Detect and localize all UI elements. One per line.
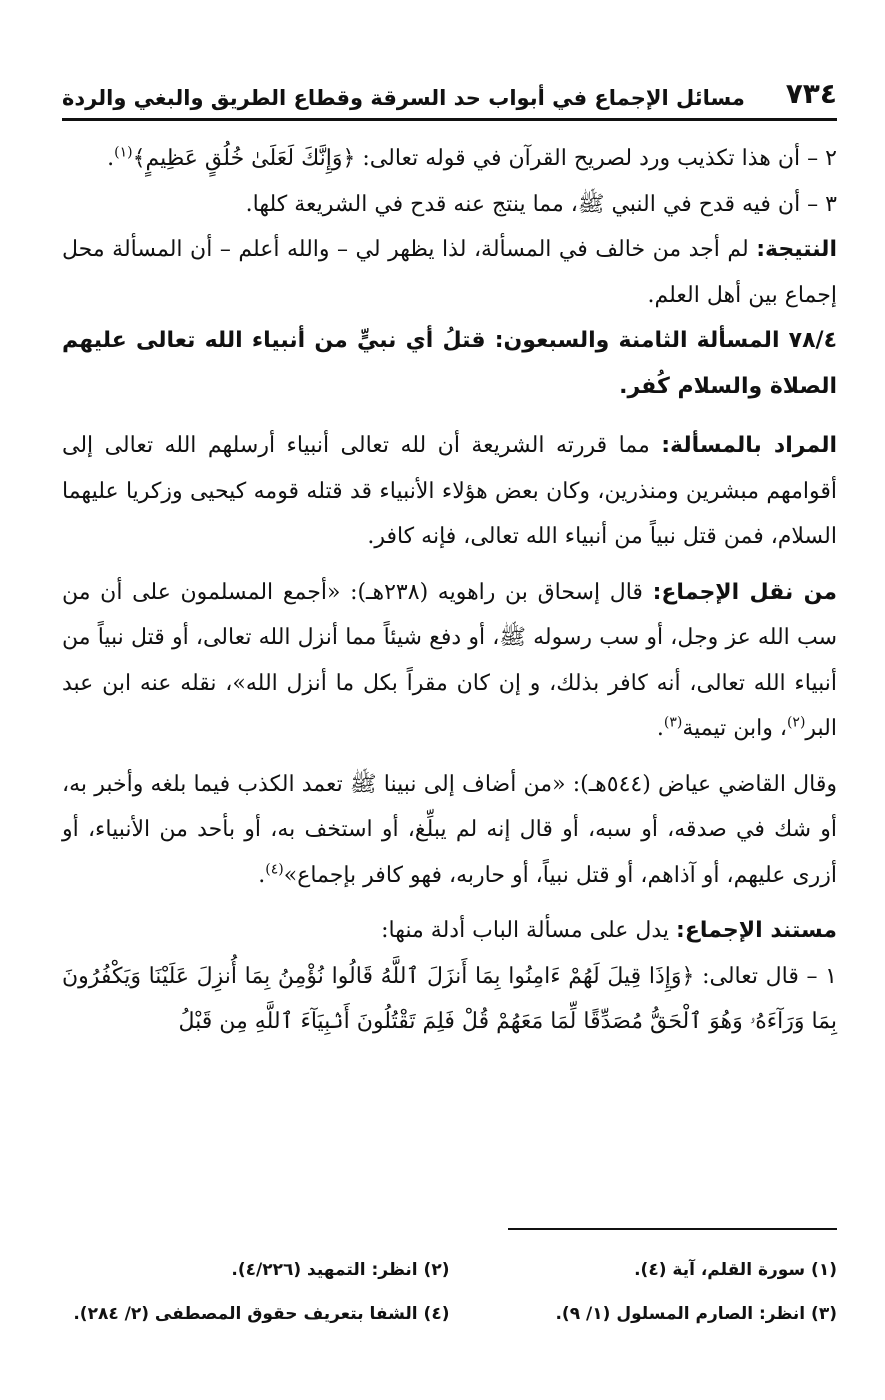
qadi-iyad-end: . bbox=[258, 862, 266, 888]
issue-heading: ٧٨/٤ المسألة الثامنة والسبعون: قتلُ أي نبيٍّ من أنبياء الله تعالى عليهم الصلاة والسلام كُفر. bbox=[62, 328, 837, 399]
footnote-ref-4[interactable]: (٤) bbox=[265, 861, 284, 878]
evidence-1-text: ١ – قال تعالى: bbox=[694, 963, 837, 989]
paragraph-point-3: ٣ – أن فيه قدح في النبي ﷺ، مما ينتج عنه قدح في الشريعة كلها. bbox=[245, 191, 837, 217]
conclusion-text: لم أجد من خالف في المسألة، لذا يظهر لي – والله أعلم – أن المسألة محل إجماع بين أهل العلم. bbox=[62, 237, 837, 308]
basis-label: مستند الإجماع: bbox=[676, 918, 837, 943]
conclusion-label: النتيجة: bbox=[756, 237, 837, 262]
footnote-ref-2[interactable]: (٢) bbox=[786, 714, 806, 731]
page-header bbox=[62, 62, 837, 110]
running-title: مسائل الإجماع في أبواب حد السرقة وقطاع الطريق والبغي والردة bbox=[62, 86, 745, 110]
quran-verse-evidence: ﴿وَإِذَا قِيلَ لَهُمْ ءَامِنُوا بِمَا أَنزَلَ ٱللَّهُ قَالُوا نُؤْمِنُ بِمَا أُنزِلَ عَلَيْنَا وَيَكْفُرُونَ بِمَا وَرَآءَهُۥ وَهُوَ ٱلْحَقُّ مُصَدِّقًا لِّمَا مَعَهُمْ قُلْ فَلِمَ تَقْتُلُونَ أَنۢبِيَآءَ ٱللَّهِ مِن قَبْلُ bbox=[62, 963, 837, 1034]
footnote-2: (٢) انظر: التمهيد (٤/٢٢٦). bbox=[231, 1260, 450, 1280]
transmission-label: من نقل الإجماع: bbox=[652, 579, 837, 605]
transmission-end: . bbox=[656, 716, 664, 741]
paragraph-point-2 bbox=[62, 136, 837, 182]
basis-text: يدل على مسألة الباب أدلة منها: bbox=[381, 918, 677, 943]
footnote-row bbox=[62, 1292, 837, 1336]
paragraph-qadi-iyad bbox=[62, 762, 837, 899]
transmission-mid: ، وابن تيمية bbox=[682, 716, 787, 741]
page-body bbox=[62, 136, 837, 1045]
footnote-4: (٤) الشفا بتعريف حقوق المصطفى (٢/ ٢٨٤). bbox=[73, 1304, 450, 1324]
footnote-1: (١) سورة القلم، آية (٤). bbox=[634, 1260, 837, 1280]
footnotes bbox=[62, 1248, 837, 1336]
footnote-3: (٣) انظر: الصارم المسلول (١/ ٩). bbox=[555, 1304, 837, 1324]
point-2-text: ٢ – أن هذا تكذيب ورد لصريح القرآن في قوله تعالى: bbox=[355, 146, 837, 171]
page-number: ٧٣٤ bbox=[785, 77, 837, 110]
footnote-ref-1[interactable]: (١) bbox=[114, 144, 133, 161]
meaning-text: مما قررته الشريعة أن لله تعالى أنبياء أرسلهم الله تعالى إلى أقوامهم مبشرين ومنذرين، وكان بعض هؤلاء الأنبياء قد قتله قومه كيحيى وزكريا عليهما السلام، فمن قتل نبياً من أنبياء الله تعالى، فإنه كافر. bbox=[62, 433, 837, 549]
quran-verse: ﴿وَإِنَّكَ لَعَلَىٰ خُلُقٍ عَظِيمٍ﴾ bbox=[132, 146, 356, 171]
point-2-end: . bbox=[107, 146, 115, 171]
paragraph-conclusion bbox=[62, 227, 837, 318]
qadi-iyad-text: وقال القاضي عياض (٥٤٤هـ): «من أضاف إلى نبينا ﷺ تعمد الكذب فيما بلغه وأخبر به، أو شك في صدقه، أو سبه، أو قال إنه لم يبلِّغ، أو استخف به، أو بأحد من الأنبياء، أو أزرى عليهم، أو آذاهم، أو قتل نبياً، أو حاربه، فهو كافر بإجماع» bbox=[62, 771, 838, 888]
footnote-ref-3[interactable]: (٣) bbox=[663, 714, 683, 731]
header-rule bbox=[62, 118, 837, 121]
meaning-label: المراد بالمسألة: bbox=[661, 433, 837, 458]
paragraph-consensus-transmission bbox=[62, 570, 837, 752]
footnote-row bbox=[62, 1248, 837, 1292]
paragraph-meaning bbox=[62, 423, 837, 560]
paragraph-basis bbox=[62, 908, 837, 954]
transmission-text: قال إسحاق بن راهويه (٢٣٨هـ): «أجمع المسلمون على أن من سب الله عز وجل، أو سب رسوله ﷺ، أو دفع شيئاً مما أنزل الله تعالى، أو قتل نبياً من أنبياء الله تعالى، أنه كافر بذلك، و إن كان مقراً بكل ما أنزل الله»، نقله عنه ابن عبد البر bbox=[62, 579, 837, 741]
footnote-rule bbox=[508, 1228, 837, 1230]
paragraph-evidence-1 bbox=[62, 954, 837, 1045]
